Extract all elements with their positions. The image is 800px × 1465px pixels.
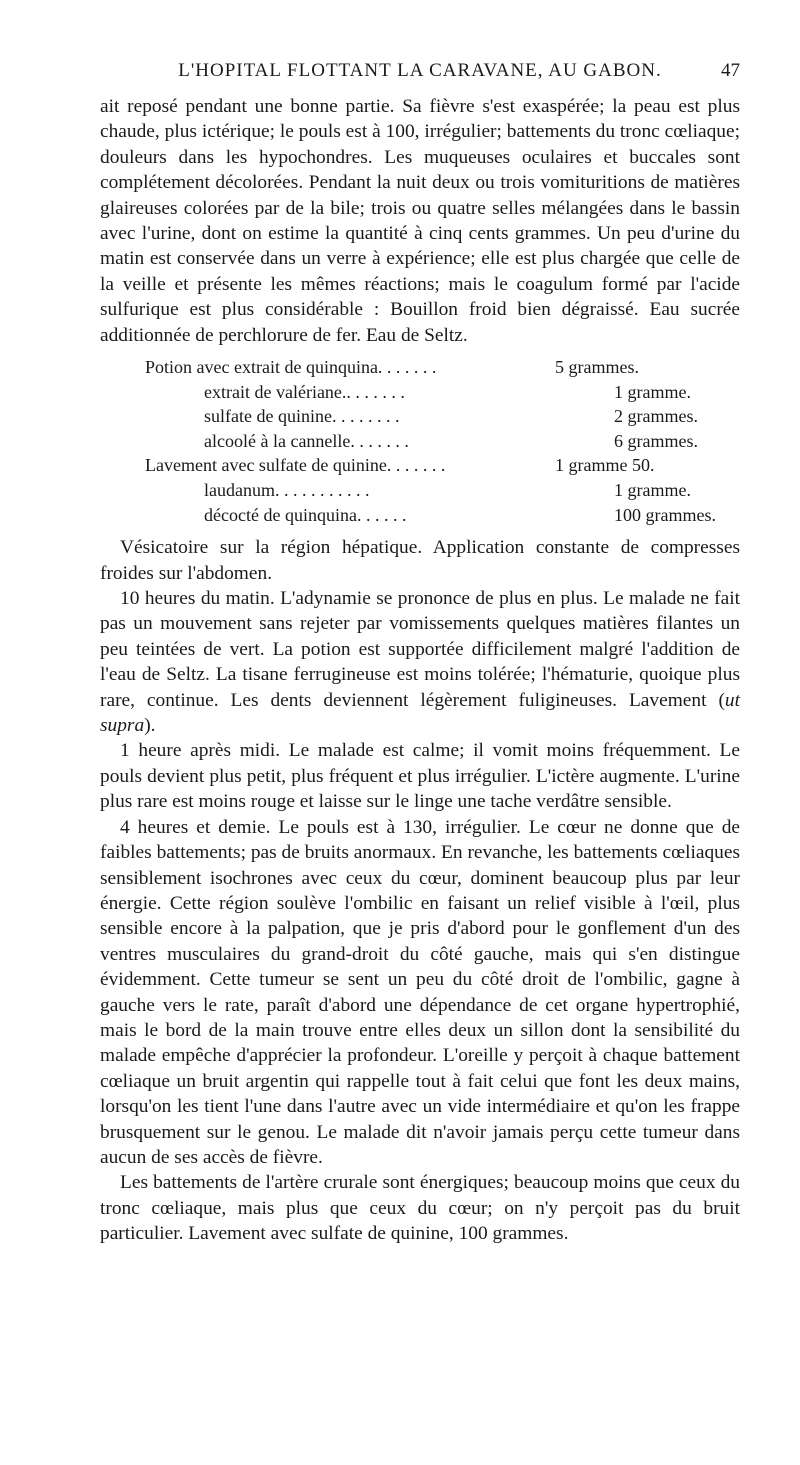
- body-text: [100, 94, 740, 1247]
- paragraph-condition: ait reposé pendant une bonne partie. Sa fièvre s'est exaspérée; la peau est plus chaude, plus ictérique; le pouls est à 100, irrégulier; battements du tronc cœliaque; douleurs dans les hypochondres. Les muqueuses oculaires et buccales sont complétement décolorées. Pendant la nuit deux ou trois vomituritions de matières glaireuses colorées par de la bile; trois ou quatre selles mélangées dans le bassin avec l'urine, dont on estime la quantité à cinq cents grammes. Un peu d'urine du matin est conservée dans un verre à expérience; elle est plus chargée que celle de la veille et présente les mêmes réactions; mais le coagulum formé par l'acide sulfurique est plus considérable : Bouillon froid bien dégraissé. Eau sucrée additionnée de perchlorure de fer. Eau de Seltz.: [100, 96, 740, 346]
- running-head: [100, 60, 740, 84]
- paragraph-crurale: Les battements de l'artère crurale sont énergiques; beaucoup moins que ceux du tronc cœliaque, mais plus que ceux du cœur; on n'y perçoit pas du bruit particulier. Lavement avec sulfate de quinine, 100 grammes.: [100, 1172, 740, 1245]
- prescription-row: [100, 404, 740, 429]
- prescription-quantity: 1 gramme.: [614, 381, 691, 402]
- page-number: 47: [721, 60, 740, 81]
- paragraph-1h: 1 heure après midi. Le malade est calme; il vomit moins fréquemment. Le pouls devient plus petit, plus fréquent et plus irrégulier. L'ictère augmente. L'urine plus rare est moins rouge et laisse sur le linge une tache verdâtre sensible.: [100, 740, 740, 813]
- prescription-item: Potion avec extrait de quinquina. . . . . . .: [145, 357, 437, 378]
- prescription-item: laudanum. . . . . . . . . . .: [204, 480, 370, 501]
- prescription-quantity: 100 grammes.: [614, 504, 716, 525]
- prescription-item: alcoolé à la cannelle. . . . . . .: [204, 430, 409, 451]
- prescription-quantity: 2 grammes.: [614, 406, 698, 427]
- paragraph-10h: [100, 586, 740, 738]
- paragraph-4h30: 4 heures et demie. Le pouls est à 130, irrégulier. Le cœur ne donne que de faibles battements; pas de bruits anormaux. En revanche, les battements cœliaques sensiblement isochrones avec ceux du cœur, dominent beaucoup plus par leur énergie. Cette région soulève l'ombilic en faisant un relief visible à l'œil, plus sensible encore à la palpation, que je pris d'abord pour le gonflement d'un des ventres musculaires du grand-droit du côté gauche, mais qui s'en distingue évidemment. Cette tumeur se sent un peu du côté droit de l'ombilic, gagne à gauche vers le rate, paraît d'abord une dépendance de cet organe hypertrophié, mais le bord de la main trouve entre elles deux un sillon dont la sensibilité du malade empêche d'apprécier la profondeur. L'oreille y perçoit à chaque battement cœliaque un bruit argentin qui rappelle tout à fait celui que font les deux mains, lorsqu'on les tient l'une dans l'autre avec un vide intermédiaire et qu'on les frappe brusquement sur le genou. Le malade dit n'avoir jamais perçu cette tumeur dans aucun de ses accès de fièvre.: [100, 816, 740, 1168]
- prescription-row: [100, 503, 740, 528]
- paragraph-vesicatoire: Vésicatoire sur la région hépatique. Application constante de compresses froides sur l'abdomen.: [100, 537, 740, 584]
- paragraph-10h-text: 10 heures du matin. L'adynamie se prononce de plus en plus. Le malade ne fait pas un mouvement sans rejeter par vomissements quelques matières filantes un peu teintées de vert. La potion est supportée difficilement malgré l'addition de l'eau de Seltz. La tisane ferrugineuse est moins tolérée; l'hématurie, quoique plus rare, continue. Les dents deviennent légèrement fuligineuses. Lavement (: [100, 588, 740, 711]
- prescription-row: [100, 355, 740, 380]
- prescription-quantity: 1 gramme.: [614, 480, 691, 501]
- prescription-item: Lavement avec sulfate de quinine. . . . . . .: [145, 455, 446, 476]
- prescription-row: [100, 380, 740, 405]
- prescription-quantity: 5 grammes.: [555, 357, 639, 378]
- prescription-table: [100, 355, 740, 527]
- ut-supra-text: ut supra: [100, 689, 740, 737]
- prescription-item: décocté de quinquina. . . . . .: [204, 504, 407, 525]
- prescription-row: [100, 478, 740, 503]
- prescription-quantity: 6 grammes.: [614, 430, 698, 451]
- prescription-row: [100, 453, 740, 478]
- running-title: L'HOPITAL FLOTTANT LA CARAVANE, AU GABON.: [178, 60, 662, 81]
- prescription-row: [100, 429, 740, 454]
- prescription-item: sulfate de quinine. . . . . . . .: [204, 406, 400, 427]
- prescription-item: extrait de valériane.. . . . . . .: [204, 381, 405, 402]
- paragraph-10h-end: ).: [144, 715, 156, 737]
- prescription-quantity: 1 gramme 50.: [555, 455, 655, 476]
